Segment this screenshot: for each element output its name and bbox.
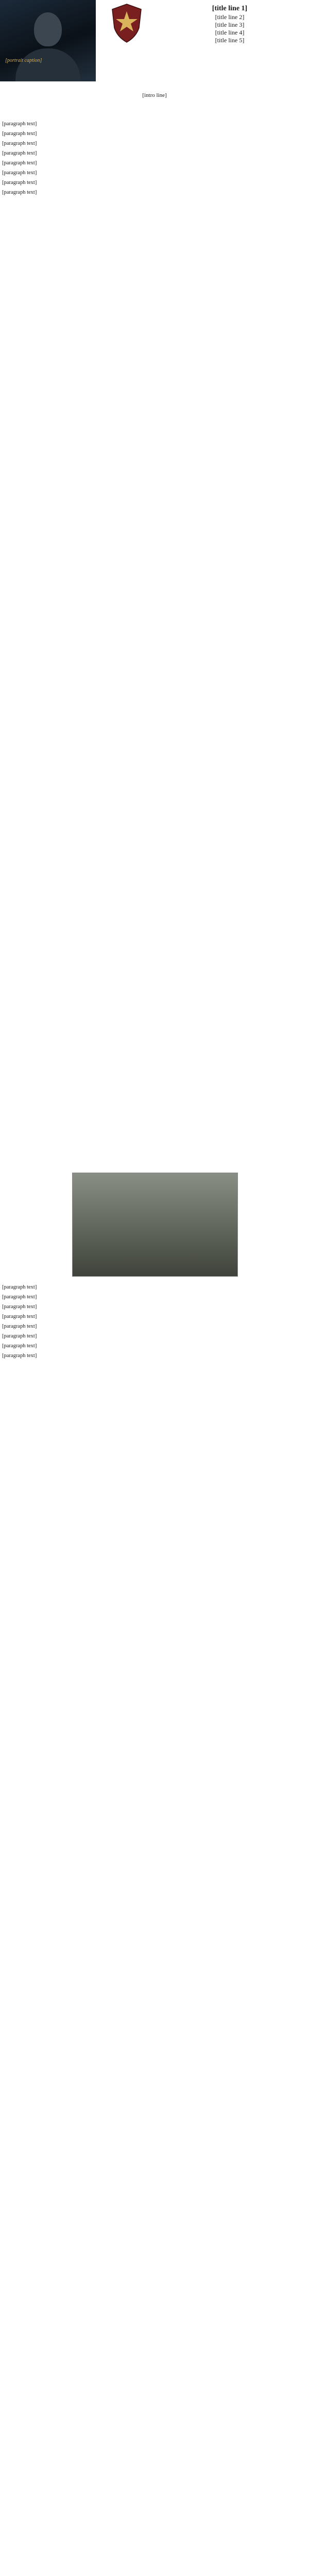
body-section-a (2, 121, 307, 1166)
portrait-caption: [portrait caption] (5, 58, 42, 63)
article-header (0, 0, 309, 89)
body-paragraph: [paragraph text] (2, 121, 37, 127)
body-paragraph: [paragraph text] (2, 1294, 37, 1300)
title-line-2: [title line 2] (215, 13, 245, 21)
title-block (154, 4, 305, 44)
star-emblem-icon (110, 3, 143, 43)
intro-block (2, 92, 307, 99)
body-paragraph: [paragraph text] (2, 1333, 37, 1339)
portrait-head (34, 12, 62, 46)
body-paragraph: [paragraph text] (2, 190, 37, 195)
body-paragraph: [paragraph text] (2, 1324, 37, 1329)
body-paragraph: [paragraph text] (2, 1353, 37, 1359)
portrait-body (15, 48, 80, 81)
intro-line: [intro line] (142, 92, 167, 98)
body-paragraph: [paragraph text] (2, 160, 37, 166)
title-line-3: [title line 3] (215, 21, 245, 28)
inline-photo (72, 1173, 238, 1277)
body-paragraph: [paragraph text] (2, 180, 37, 185)
body-paragraph: [paragraph text] (2, 131, 37, 137)
body-paragraph: [paragraph text] (2, 170, 37, 176)
body-paragraph: [paragraph text] (2, 1284, 37, 1290)
body-paragraph: [paragraph text] (2, 1314, 37, 1319)
body-paragraph: [paragraph text] (2, 1304, 37, 1310)
body-paragraph: [paragraph text] (2, 141, 37, 146)
body-paragraph: [paragraph text] (2, 1343, 37, 1349)
body-section-b (2, 1284, 307, 2576)
title-line-4: [title line 4] (215, 29, 245, 36)
body-paragraph: [paragraph text] (2, 150, 37, 156)
hero-portrait-photo (0, 0, 96, 81)
title-line-5: [title line 5] (215, 37, 245, 44)
title-line-1: [title line 1] (212, 5, 248, 12)
